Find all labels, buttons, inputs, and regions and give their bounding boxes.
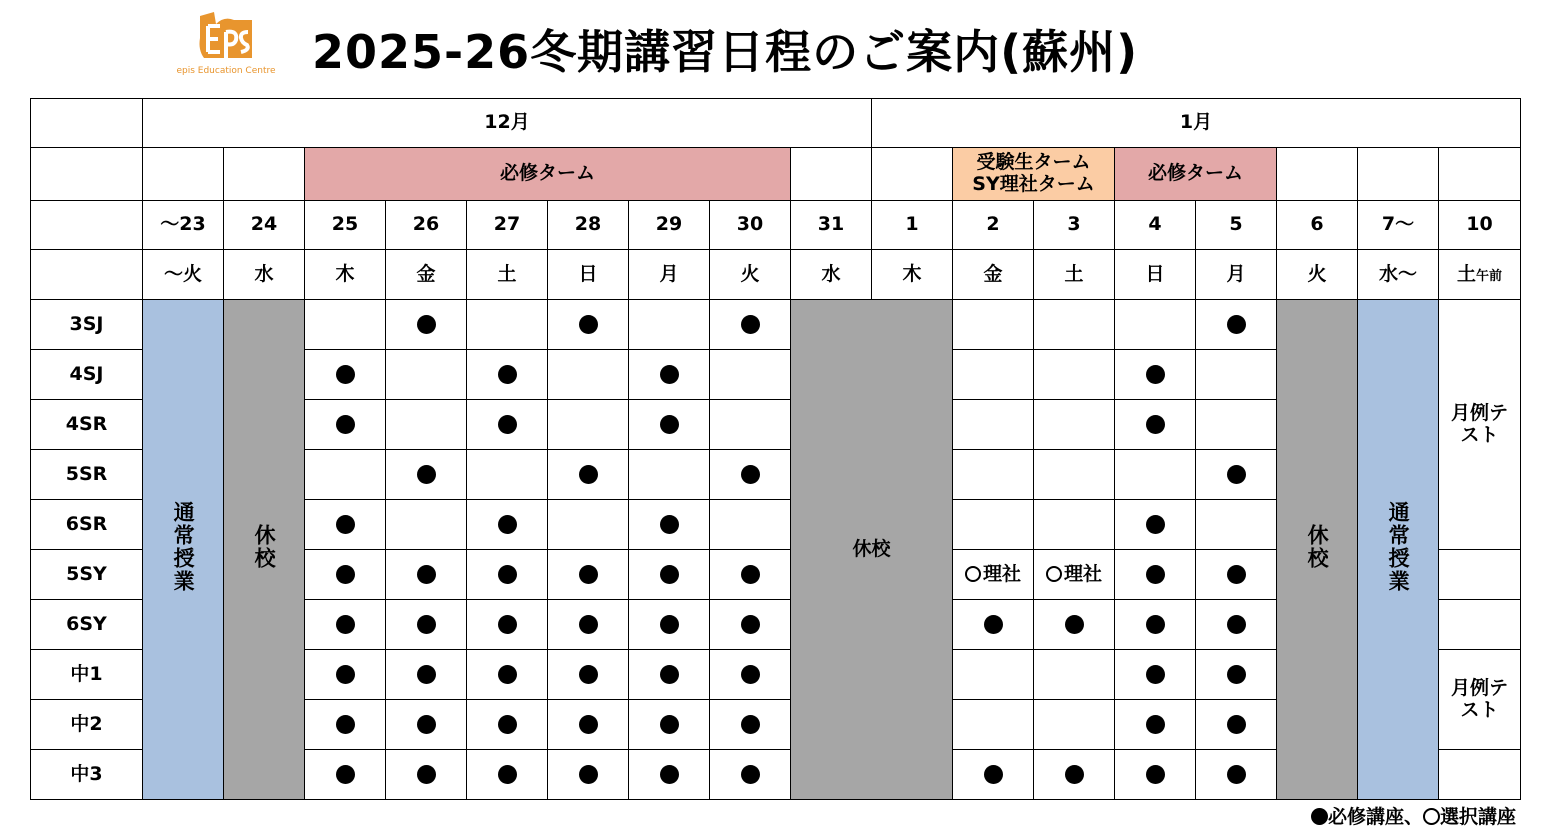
empty-cell (1439, 750, 1521, 800)
schedule-cell (953, 400, 1034, 450)
schedule-cell (629, 450, 710, 500)
schedule-cell (467, 450, 548, 500)
weekday-cell (953, 250, 1034, 300)
weekday-cell (791, 250, 872, 300)
grade-label: 中3 (31, 750, 143, 800)
empty-cell (872, 148, 953, 201)
schedule-cell (548, 750, 629, 800)
schedule-cell (629, 500, 710, 550)
day-cell: ～23 (143, 201, 224, 250)
weekday-cell (1034, 250, 1115, 300)
day-cell: 24 (224, 201, 305, 250)
schedule-cell (710, 450, 791, 500)
schedule-cell (548, 500, 629, 550)
schedule-cell (1115, 650, 1196, 700)
empty-cell (31, 250, 143, 300)
weekday-cell (1358, 250, 1439, 300)
required-dot-icon (579, 715, 598, 734)
required-dot-icon (579, 665, 598, 684)
required-dot-icon (1146, 765, 1165, 784)
day-cell: 6 (1277, 201, 1358, 250)
required-dot-icon (1146, 565, 1165, 584)
required-dot-icon (498, 365, 517, 384)
schedule-cell (467, 500, 548, 550)
required-dot-icon (417, 465, 436, 484)
required-dot-icon (1065, 765, 1084, 784)
schedule-cell (386, 550, 467, 600)
weekday-cell (872, 250, 953, 300)
schedule-table (30, 98, 1521, 800)
corner-cell (31, 99, 143, 148)
required-dot-icon (498, 615, 517, 634)
required-dot-icon (498, 665, 517, 684)
schedule-cell (467, 650, 548, 700)
schedule-cell (548, 400, 629, 450)
required-dot-icon (741, 315, 760, 334)
required-dot-icon (984, 765, 1003, 784)
required-dot-icon (741, 565, 760, 584)
empty-cell (31, 148, 143, 201)
required-dot-icon (1227, 465, 1246, 484)
weekday-cell (1196, 250, 1277, 300)
empty-cell (1358, 148, 1439, 201)
schedule-cell (710, 650, 791, 700)
weekday-label: 水 (821, 262, 841, 285)
weekday-cell (548, 250, 629, 300)
required-dot-icon (579, 465, 598, 484)
elective-label: 理社 (982, 562, 1021, 585)
schedule-cell (710, 550, 791, 600)
schedule-cell (305, 700, 386, 750)
day-cell: 5 (1196, 201, 1277, 250)
regular-class-block-jan (1358, 300, 1439, 800)
schedule-cell (953, 300, 1034, 350)
closed-label: 休校 (1305, 523, 1330, 570)
term-hisshu-jan: 必修ターム (1115, 148, 1277, 201)
schedule-cell (1115, 400, 1196, 450)
grade-label: 4SR (31, 400, 143, 450)
legend (1311, 802, 1516, 829)
required-dot-icon (417, 565, 436, 584)
schedule-cell (1034, 400, 1115, 450)
required-dot-icon (1227, 765, 1246, 784)
day-cell: 31 (791, 201, 872, 250)
required-dot-icon (984, 615, 1003, 634)
required-dot-icon (1146, 715, 1165, 734)
required-dot-icon (741, 615, 760, 634)
required-dot-icon (1146, 615, 1165, 634)
month-jan: 1月 (872, 99, 1521, 148)
required-dot-icon (498, 515, 517, 534)
weekday-cell (224, 250, 305, 300)
schedule-cell (1034, 450, 1115, 500)
required-dot-icon (417, 615, 436, 634)
elective-label: 理社 (1063, 562, 1102, 585)
required-dot-icon (1146, 665, 1165, 684)
open-circle-icon (1423, 808, 1440, 825)
day-cell: 1 (872, 201, 953, 250)
weekday-label: 土 (1456, 262, 1476, 285)
schedule-cell (1196, 400, 1277, 450)
weekday-label: 土 (1064, 262, 1084, 285)
grade-label: 5SY (31, 550, 143, 600)
weekday-label: 水～ (1378, 262, 1417, 285)
schedule-cell (305, 450, 386, 500)
schedule-cell (953, 450, 1034, 500)
filled-circle-icon (1311, 808, 1328, 825)
required-dot-icon (741, 665, 760, 684)
closed-label: 休校 (252, 523, 277, 570)
schedule-cell (305, 400, 386, 450)
weekday-label: 火 (740, 262, 760, 285)
grade-label: 6SR (31, 500, 143, 550)
schedule-cell (1115, 550, 1196, 600)
empty-cell (1439, 148, 1521, 201)
weekday-row (31, 250, 1521, 300)
day-cell: 25 (305, 201, 386, 250)
schedule-cell (548, 650, 629, 700)
legend-separator: 、 (1403, 806, 1423, 828)
schedule-body (31, 99, 1521, 800)
logo-text: epis Education Centre (176, 66, 276, 76)
term-hisshu-dec: 必修ターム (305, 148, 791, 201)
weekday-cell (710, 250, 791, 300)
day-cell: 10 (1439, 201, 1521, 250)
schedule-cell (710, 700, 791, 750)
schedule-cell (548, 350, 629, 400)
schedule-cell (386, 750, 467, 800)
required-dot-icon (336, 765, 355, 784)
schedule-cell (710, 350, 791, 400)
required-dot-icon (498, 565, 517, 584)
required-dot-icon (1065, 615, 1084, 634)
schedule-cell (629, 650, 710, 700)
grade-row (31, 300, 1521, 350)
required-dot-icon (498, 415, 517, 434)
weekday-label: 水 (254, 262, 274, 285)
empty-cell (224, 148, 305, 201)
required-dot-icon (1146, 515, 1165, 534)
schedule-cell (386, 500, 467, 550)
schedule-cell (1196, 550, 1277, 600)
schedule-cell (710, 600, 791, 650)
weekday-cell (143, 250, 224, 300)
required-dot-icon (660, 665, 679, 684)
required-dot-icon (660, 365, 679, 384)
schedule-cell (1034, 700, 1115, 750)
day-cell: 3 (1034, 201, 1115, 250)
schedule-cell (305, 350, 386, 400)
weekday-cell (467, 250, 548, 300)
schedule-cell (1115, 450, 1196, 500)
required-dot-icon (660, 415, 679, 434)
day-row (31, 201, 1521, 250)
required-dot-icon (579, 615, 598, 634)
schedule-cell (386, 400, 467, 450)
schedule-cell (1196, 700, 1277, 750)
schedule-cell (710, 750, 791, 800)
schedule-cell (1196, 300, 1277, 350)
schedule-cell (1196, 750, 1277, 800)
grade-label: 4SJ (31, 350, 143, 400)
month-row (31, 99, 1521, 148)
required-dot-icon (579, 765, 598, 784)
regular-class-label: 通常授業 (171, 500, 196, 593)
weekday-label: 金 (416, 262, 436, 285)
required-dot-icon (1146, 365, 1165, 384)
day-cell: 30 (710, 201, 791, 250)
required-dot-icon (741, 715, 760, 734)
day-cell: 2 (953, 201, 1034, 250)
empty-cell (143, 148, 224, 201)
monthly-test-block (1439, 650, 1521, 750)
required-dot-icon (336, 715, 355, 734)
required-dot-icon (1227, 665, 1246, 684)
schedule-cell (953, 550, 1034, 600)
weekday-label: 日 (1145, 262, 1165, 285)
empty-cell (1439, 550, 1521, 600)
schedule-cell (1115, 750, 1196, 800)
schedule-cell (467, 350, 548, 400)
schedule-cell (1034, 600, 1115, 650)
schedule-cell (1196, 600, 1277, 650)
empty-cell (31, 201, 143, 250)
schedule-cell (1034, 500, 1115, 550)
weekday-cell (305, 250, 386, 300)
grade-label: 3SJ (31, 300, 143, 350)
term-juken-line2: SY理社ターム (972, 173, 1095, 195)
required-dot-icon (498, 765, 517, 784)
monthly-test-label: 月例テスト (1450, 676, 1508, 721)
required-dot-icon (741, 465, 760, 484)
required-dot-icon (741, 765, 760, 784)
grade-label: 6SY (31, 600, 143, 650)
schedule-cell (953, 600, 1034, 650)
schedule-cell (548, 300, 629, 350)
schedule-cell (386, 300, 467, 350)
schedule-cell (1196, 650, 1277, 700)
schedule-cell (953, 350, 1034, 400)
schedule-cell (386, 700, 467, 750)
schedule-cell (386, 350, 467, 400)
term-row (31, 148, 1521, 201)
weekday-label: 木 (335, 262, 355, 285)
schedule-cell (629, 700, 710, 750)
schedule-cell (629, 600, 710, 650)
schedule-cell (1196, 450, 1277, 500)
required-dot-icon (336, 415, 355, 434)
schedule-cell (548, 600, 629, 650)
weekday-label: 月 (659, 262, 679, 285)
required-dot-icon (417, 765, 436, 784)
empty-cell (1277, 148, 1358, 201)
weekday-cell (386, 250, 467, 300)
schedule-cell (629, 550, 710, 600)
schedule-cell (1034, 550, 1115, 600)
schedule-cell (710, 500, 791, 550)
elective-circle-icon (1046, 566, 1062, 582)
required-dot-icon (1227, 315, 1246, 334)
day-cell: 26 (386, 201, 467, 250)
day-cell: 27 (467, 201, 548, 250)
schedule-cell (1196, 500, 1277, 550)
schedule-cell (1115, 600, 1196, 650)
schedule-cell (386, 450, 467, 500)
weekday-label: 金 (983, 262, 1003, 285)
required-dot-icon (336, 615, 355, 634)
day-cell: 28 (548, 201, 629, 250)
closed-block-jan6 (1277, 300, 1358, 800)
schedule-cell (710, 400, 791, 450)
schedule-cell (548, 450, 629, 500)
schedule-cell (467, 750, 548, 800)
closed-block (224, 300, 305, 800)
weekday-cell (1439, 250, 1521, 300)
schedule-cell (1115, 500, 1196, 550)
schedule-cell (467, 550, 548, 600)
required-dot-icon (660, 565, 679, 584)
schedule-cell (1115, 700, 1196, 750)
schedule-cell (548, 700, 629, 750)
epis-logo-icon (194, 10, 258, 66)
required-dot-icon (579, 315, 598, 334)
weekday-cell (1115, 250, 1196, 300)
page-title: 2025-26冬期講習日程のご案内(蘇州) (312, 25, 1139, 79)
schedule-cell (386, 600, 467, 650)
schedule-cell (953, 750, 1034, 800)
weekday-cell (629, 250, 710, 300)
schedule-cell (305, 650, 386, 700)
legend-elective: 選択講座 (1439, 806, 1516, 828)
required-dot-icon (498, 715, 517, 734)
schedule-cell (467, 600, 548, 650)
month-dec: 12月 (143, 99, 872, 148)
regular-class-label: 通常授業 (1386, 500, 1411, 593)
weekday-label: 日 (578, 262, 598, 285)
schedule-cell (386, 650, 467, 700)
schedule-cell (1196, 350, 1277, 400)
required-dot-icon (336, 565, 355, 584)
schedule-cell (305, 550, 386, 600)
required-dot-icon (417, 715, 436, 734)
required-dot-icon (660, 615, 679, 634)
day-cell: 7～ (1358, 201, 1439, 250)
weekday-label: 火 (1307, 262, 1327, 285)
required-dot-icon (336, 515, 355, 534)
grade-label: 5SR (31, 450, 143, 500)
weekday-label: 月 (1226, 262, 1246, 285)
required-dot-icon (660, 715, 679, 734)
schedule-cell (953, 700, 1034, 750)
required-dot-icon (1227, 565, 1246, 584)
regular-class-block (143, 300, 224, 800)
closed-block-new-year: 休校 (791, 300, 953, 800)
schedule-cell (1034, 750, 1115, 800)
term-juken-line1: 受験生ターム (976, 151, 1091, 174)
schedule-cell (305, 300, 386, 350)
schedule-cell (305, 500, 386, 550)
required-dot-icon (1227, 715, 1246, 734)
schedule-cell (467, 300, 548, 350)
schedule-cell (1034, 350, 1115, 400)
required-dot-icon (660, 515, 679, 534)
schedule-cell (629, 350, 710, 400)
weekday-label: ～火 (163, 262, 202, 285)
weekday-extra: 午前 (1476, 268, 1503, 284)
day-cell: 29 (629, 201, 710, 250)
schedule-cell (548, 550, 629, 600)
schedule-cell (1115, 350, 1196, 400)
schedule-cell (1115, 300, 1196, 350)
required-dot-icon (417, 315, 436, 334)
schedule-cell (305, 750, 386, 800)
grade-label: 中2 (31, 700, 143, 750)
schedule-cell (629, 400, 710, 450)
required-dot-icon (1227, 615, 1246, 634)
logo (168, 10, 284, 74)
schedule-cell (467, 400, 548, 450)
day-cell: 4 (1115, 201, 1196, 250)
required-dot-icon (1146, 415, 1165, 434)
weekday-cell (1277, 250, 1358, 300)
weekday-label: 土 (497, 262, 517, 285)
schedule-cell (467, 700, 548, 750)
required-dot-icon (336, 365, 355, 384)
monthly-test-block (1439, 300, 1521, 550)
legend-required: 必修講座 (1327, 806, 1404, 828)
schedule-cell (953, 500, 1034, 550)
term-juken (953, 148, 1115, 201)
required-dot-icon (336, 665, 355, 684)
grade-label: 中1 (31, 650, 143, 700)
schedule-cell (1034, 650, 1115, 700)
required-dot-icon (417, 665, 436, 684)
schedule-cell (629, 750, 710, 800)
schedule-cell (953, 650, 1034, 700)
elective-circle-icon (965, 566, 981, 582)
empty-cell (1439, 600, 1521, 650)
monthly-test-label: 月例テスト (1450, 401, 1508, 446)
required-dot-icon (579, 565, 598, 584)
schedule-cell (1034, 300, 1115, 350)
schedule-cell (305, 600, 386, 650)
schedule-cell (629, 300, 710, 350)
required-dot-icon (660, 765, 679, 784)
empty-cell (791, 148, 872, 201)
weekday-label: 木 (902, 262, 922, 285)
schedule-cell (710, 300, 791, 350)
